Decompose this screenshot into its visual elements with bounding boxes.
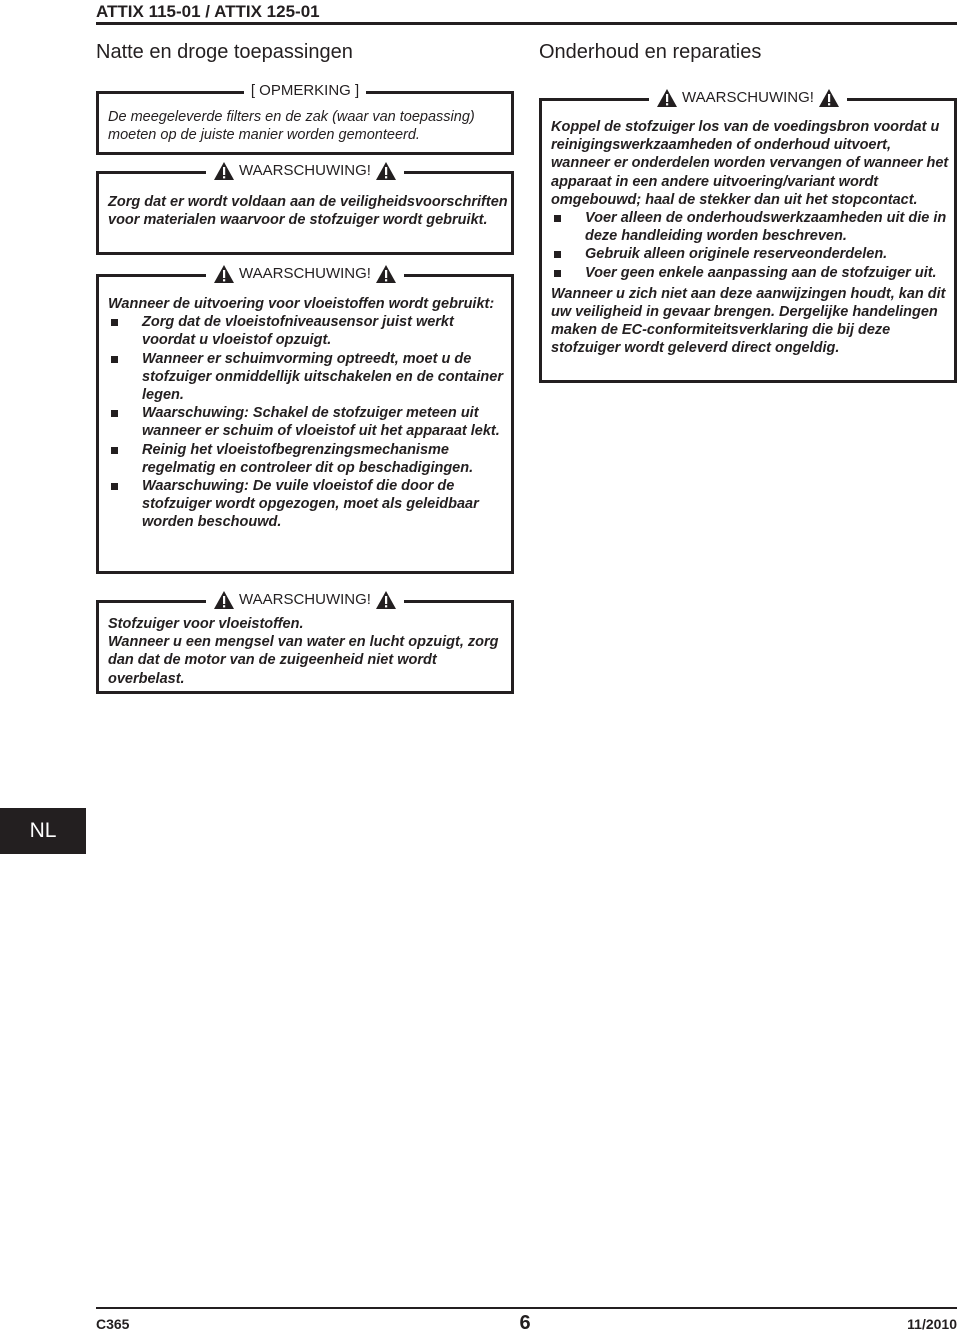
list-item: Waarschuwing: Schakel de stofzuiger meteen uit wanneer er schuim of vloeistof uit het apparaat lekt. <box>108 404 508 440</box>
header-rule <box>96 22 957 25</box>
warning-triangle-icon <box>213 264 235 284</box>
document-title: ATTIX 115-01 / ATTIX 125-01 <box>96 2 320 21</box>
warning-label: WAARSCHUWING! <box>682 89 814 106</box>
note-box <box>96 82 514 155</box>
warning-text-1: Zorg dat er wordt voldaan aan de veiligheidsvoorschriften voor materialen waarvoor de stofzuiger wordt gebruikt. <box>108 194 508 229</box>
maintenance-intro: Koppel de stofzuiger los van de voedingsbron voordat u reinigingswerkzaamheden of onderhoud uitvoert, wanneer er onderdelen worden vervangen of wanneer het apparaat in een andere uitvoering/variant wordt omgebouwd; haal de stekker dan uit het stopcontact. <box>551 119 949 208</box>
warning-label: WAARSCHUWING! <box>239 591 371 608</box>
warning-triangle-icon <box>213 590 235 610</box>
list-item: Wanneer er schuimvorming optreedt, moet u de stofzuiger onmiddellijk uitschakelen en de container legen. <box>108 350 508 405</box>
maintenance-list <box>551 209 951 282</box>
list-item: Voer alleen de onderhoudswerkzaamheden uit die in deze handleiding worden beschreven. <box>551 209 951 245</box>
warning-label: WAARSCHUWING! <box>239 162 371 179</box>
maintenance-outro: Wanneer u zich niet aan deze aanwijzingen houdt, kan dit uw veiligheid in gevaar brengen. Dergelijke handelingen maken de EC-conformiteitsverklaring die bij deze stofzuiger wordt geleverd direct ongeldig. <box>551 285 946 357</box>
list-item: Voer geen enkele aanpassing aan de stofzuiger uit. <box>551 264 951 282</box>
warning-box-maintenance <box>539 89 957 383</box>
footer-rule <box>96 1307 957 1309</box>
warning-text-3b: Wanneer u een mengsel van water en lucht opzuigt, zorg dan dat de motor van de zuigeenheid niet wordt overbelast. <box>108 634 499 687</box>
list-item: Waarschuwing: De vuile vloeistof die door de stofzuiger wordt opgezogen, moet als geleidbaar worden beschouwd. <box>108 477 508 532</box>
warning-triangle-icon <box>375 590 397 610</box>
warning-intro-2: Wanneer de uitvoering voor vloeistoffen wordt gebruikt: <box>108 296 495 312</box>
warning-list-2 <box>108 313 508 531</box>
warning-triangle-icon <box>213 161 235 181</box>
warning-triangle-icon <box>375 161 397 181</box>
document-code: C365 <box>96 1316 130 1332</box>
warning-triangle-icon <box>818 88 840 108</box>
list-item: Zorg dat de vloeistofniveausensor juist werkt voordat u vloeistof opzuigt. <box>108 313 508 349</box>
note-label: [ OPMERKING ] <box>244 80 366 102</box>
section-heading-wet-dry: Natte en droge toepassingen <box>96 41 353 63</box>
list-item: Gebruik alleen originele reserveonderdelen. <box>551 245 951 263</box>
note-text: De meegeleverde filters en de zak (waar van toepassing) moeten op de juiste manier worden gemonteerd. <box>108 109 475 144</box>
page-number: 6 <box>519 1312 531 1334</box>
warning-box-2 <box>96 265 514 574</box>
warning-text-3a: Stofzuiger voor vloeistoffen. <box>108 616 304 632</box>
warning-box-3 <box>96 591 514 694</box>
section-heading-maintenance: Onderhoud en reparaties <box>539 41 762 63</box>
warning-triangle-icon <box>656 88 678 108</box>
language-tab: NL <box>0 808 86 854</box>
warning-box-1 <box>96 162 514 255</box>
warning-label: WAARSCHUWING! <box>239 265 371 282</box>
list-item: Reinig het vloeistofbegrenzingsmechanisme regelmatig en controleer dit op beschadigingen. <box>108 441 508 477</box>
document-date: 11/2010 <box>907 1316 957 1332</box>
warning-triangle-icon <box>375 264 397 284</box>
